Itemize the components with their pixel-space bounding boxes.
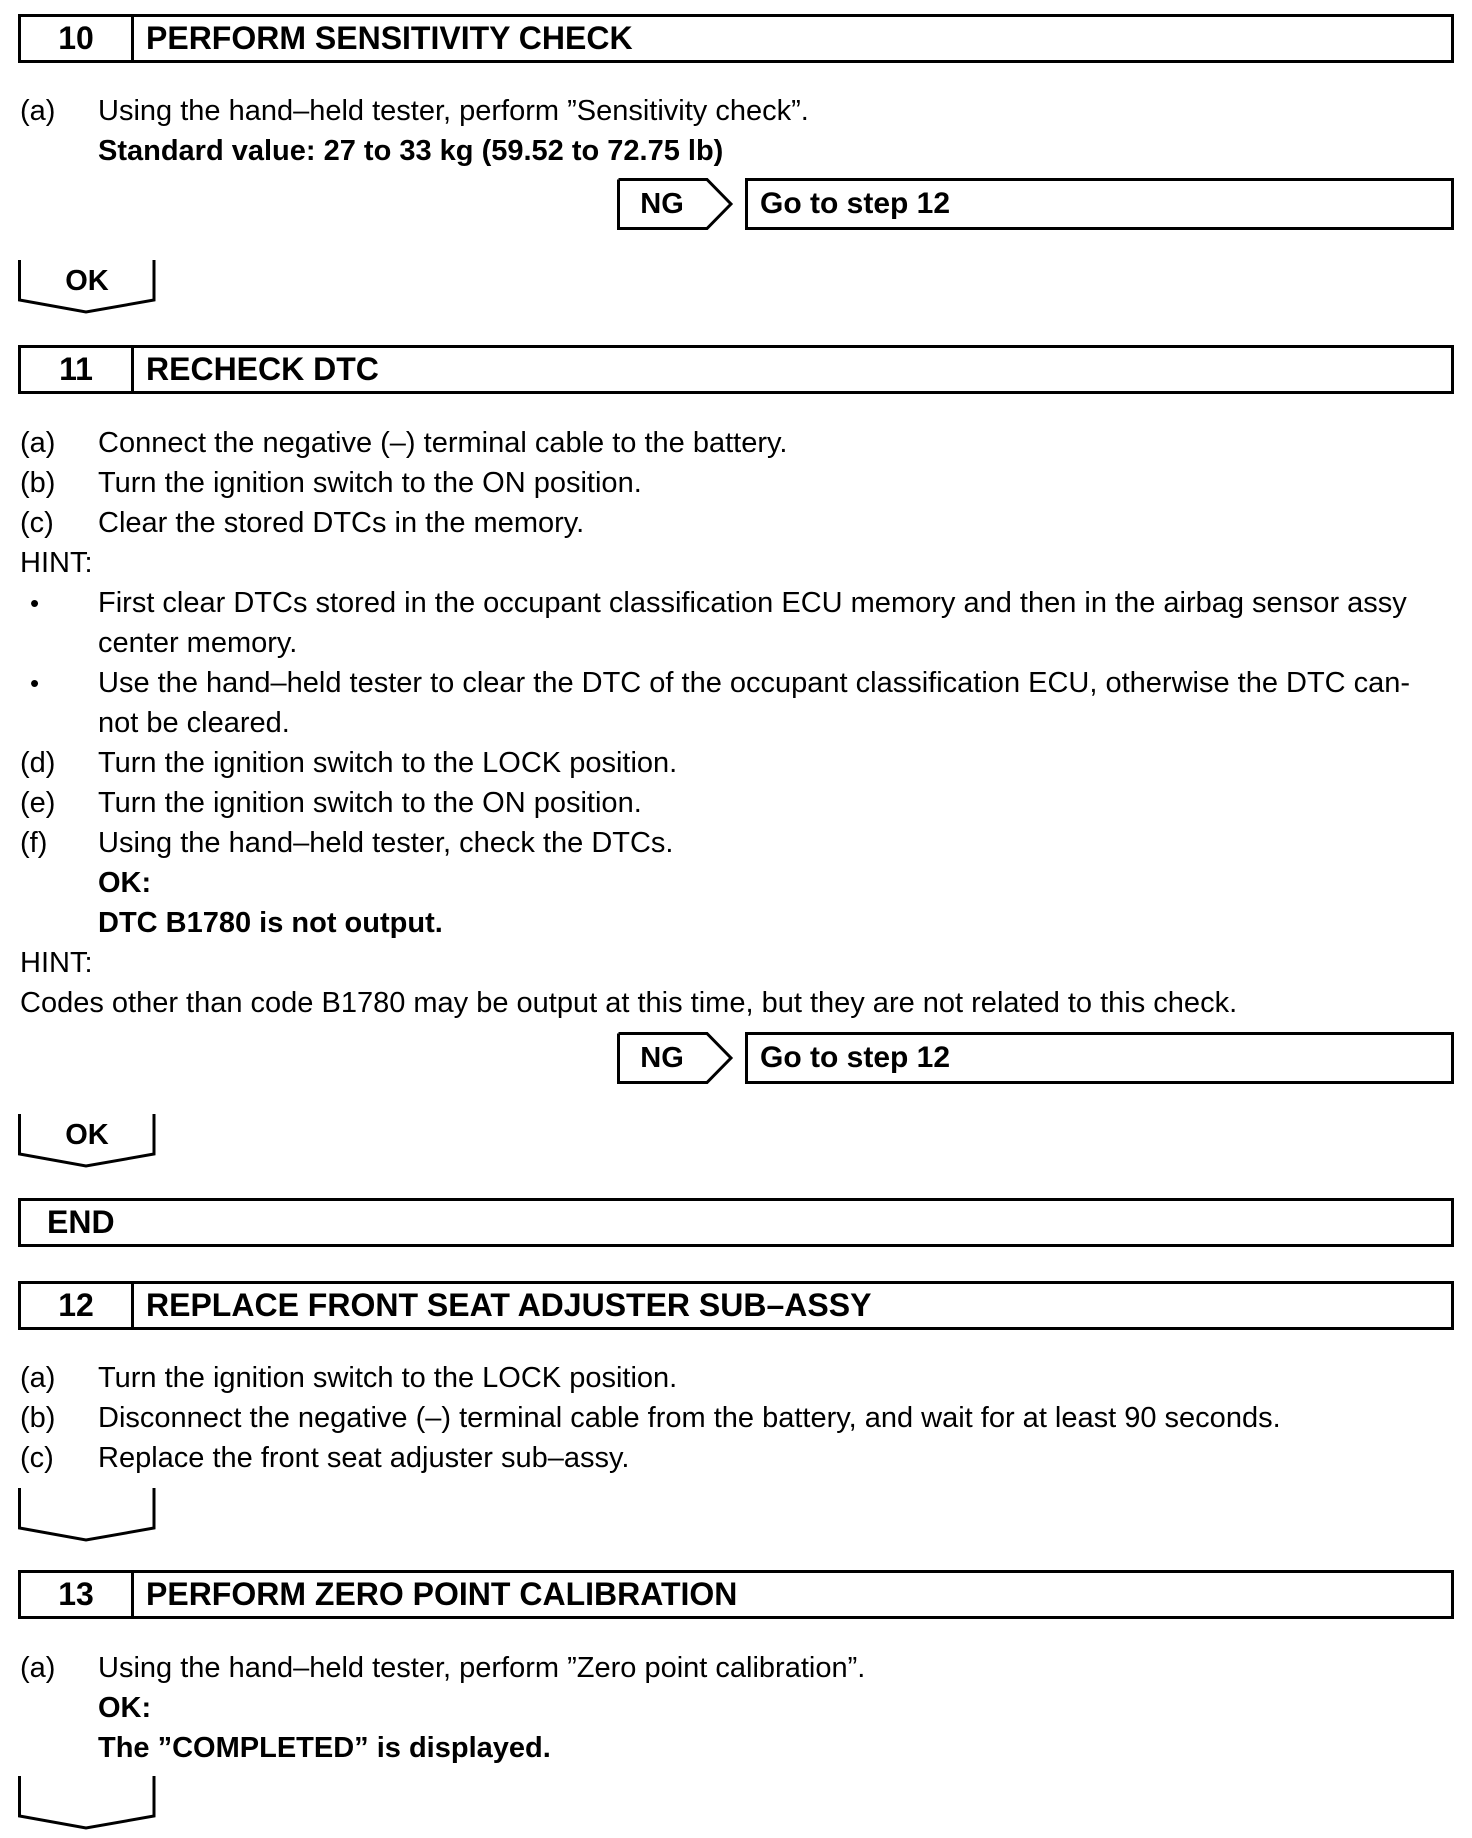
step-title: PERFORM ZERO POINT CALIBRATION (146, 1576, 738, 1612)
item-label: (c) (20, 507, 54, 539)
item-label: (c) (20, 1442, 54, 1474)
item-text: Clear the stored DTCs in the memory. (98, 507, 585, 539)
bullet-text: center memory. (98, 627, 298, 659)
ok-heading-text: OK: (98, 1692, 152, 1724)
ok-continue-11[interactable] (18, 1114, 156, 1170)
ng-branch-11[interactable] (617, 1032, 1454, 1084)
step-13-header (18, 1570, 1454, 1619)
ok-continue-10[interactable] (18, 260, 156, 316)
ng-arrow-box (617, 178, 732, 230)
step-number: 12 (21, 1284, 134, 1327)
bullet-text: not be cleared. (98, 707, 290, 739)
continue-tab-12[interactable] (18, 1488, 156, 1544)
end-title: END (47, 1204, 115, 1240)
item-text: Using the hand–held tester, perform ”Sensitivity check”. (98, 95, 809, 127)
item-label: (f) (20, 827, 48, 859)
ng-label: NG (640, 187, 684, 220)
ok-detail-text: DTC B1780 is not output. (98, 907, 443, 939)
goto-step-12-link[interactable]: Go to step 12 (745, 178, 1454, 230)
standard-value-text: Standard value: 27 to 33 kg (59.52 to 72.75 lb) (98, 135, 724, 167)
step-11-header (18, 345, 1454, 394)
item-text: Connect the negative (–) terminal cable to the battery. (98, 427, 788, 459)
item-label: (b) (20, 1402, 56, 1434)
item-text: Turn the ignition switch to the ON position. (98, 787, 642, 819)
item-label: (e) (20, 787, 56, 819)
ok-label: OK (65, 264, 109, 297)
item-text: Using the hand–held tester, perform ”Zero point calibration”. (98, 1652, 866, 1684)
item-label: (a) (20, 95, 56, 127)
item-label: (d) (20, 747, 56, 779)
goto-step-12-link[interactable]: Go to step 12 (745, 1032, 1454, 1084)
hint-label: HINT: (20, 547, 93, 579)
item-label: (a) (20, 1652, 56, 1684)
step-title: RECHECK DTC (146, 351, 379, 387)
item-label: (a) (20, 1362, 56, 1394)
down-arrow-tab-icon (18, 1776, 158, 1832)
item-text: Turn the ignition switch to the ON position. (98, 467, 642, 499)
hint-label: HINT: (20, 947, 93, 979)
step-10-header (18, 14, 1454, 63)
item-text: Turn the ignition switch to the LOCK position. (98, 1362, 678, 1394)
step-number: 13 (21, 1573, 134, 1616)
item-text: Disconnect the negative (–) terminal cable from the battery, and wait for at least 90 seconds. (98, 1402, 1281, 1434)
bullet-icon: • (30, 668, 40, 698)
item-label: (a) (20, 427, 56, 459)
item-text: Using the hand–held tester, check the DTCs. (98, 827, 674, 859)
continue-tab-13[interactable] (18, 1776, 156, 1832)
step-12-header (18, 1281, 1454, 1330)
step-number: 10 (21, 17, 134, 60)
hint-text: Codes other than code B1780 may be output at this time, but they are not related to this check. (20, 987, 1238, 1019)
step-title: REPLACE FRONT SEAT ADJUSTER SUB–ASSY (146, 1287, 872, 1323)
item-label: (b) (20, 467, 56, 499)
ng-arrow-box (617, 1032, 732, 1084)
bullet-text: Use the hand–held tester to clear the DTC of the occupant classification ECU, otherwise the DTC can- (98, 667, 1411, 699)
ng-label: NG (640, 1041, 684, 1074)
bullet-text: First clear DTCs stored in the occupant classification ECU memory and then in the airbag sensor assy (98, 587, 1407, 619)
step-number: 11 (21, 348, 134, 391)
item-text: Replace the front seat adjuster sub–assy. (98, 1442, 630, 1474)
end-block (18, 1198, 1454, 1247)
ok-label: OK (65, 1118, 109, 1151)
item-text: Turn the ignition switch to the LOCK position. (98, 747, 678, 779)
ok-detail-text: The ”COMPLETED” is displayed. (98, 1732, 551, 1764)
ng-branch-10[interactable] (617, 178, 1454, 230)
ok-heading-text: OK: (98, 867, 152, 899)
bullet-icon: • (30, 588, 40, 618)
down-arrow-tab-icon (18, 1488, 158, 1544)
step-title: PERFORM SENSITIVITY CHECK (146, 20, 633, 56)
